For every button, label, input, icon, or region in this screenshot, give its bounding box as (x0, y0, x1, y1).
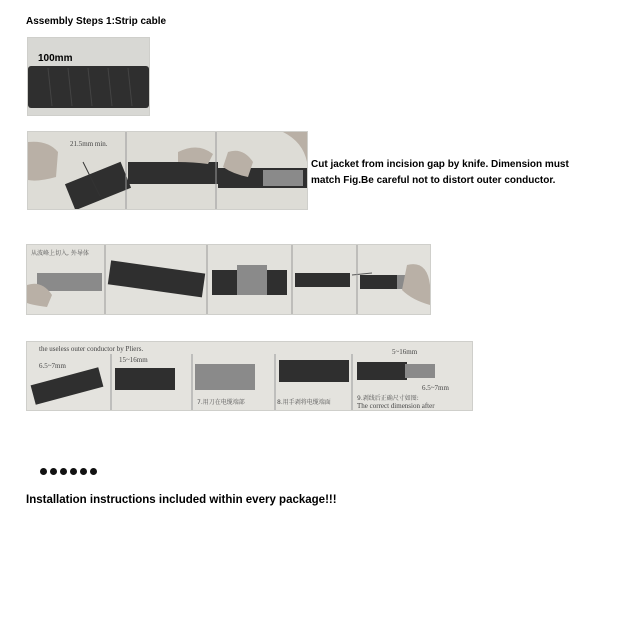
step4-dim-c: 5~16mm (392, 348, 418, 356)
bullet-dot (40, 468, 47, 475)
step2-dimension-text: 21.5mm min. (70, 140, 108, 148)
step2-caption-line1: Cut jacket from incision gap by knife. Dimension must (311, 159, 569, 170)
step4-bottom-text-1: 7.用刀在电缆端部 (197, 399, 245, 406)
step3-photo-strip (26, 244, 431, 315)
step4-bottom-text-3: 9.剥线后正确尺寸如图: (357, 395, 419, 402)
step4-dim-b: 15~16mm (119, 356, 148, 364)
step1-cable-illustration (28, 38, 149, 115)
step4-dim-d: 6.5~7mm (422, 384, 449, 392)
step4-photo-strip (26, 341, 473, 411)
step4-bottom-text-4: The correct dimension after (357, 402, 435, 410)
step2-photo-strip (27, 131, 308, 210)
step3-chinese-label: 从波峰上切入, 外导体 (31, 250, 89, 257)
step4-dim-a: 6.5~7mm (39, 362, 66, 370)
step1-dimension-label: 100mm (38, 53, 73, 64)
step2-caption (311, 157, 631, 189)
step4-top-text: the useless outer conductor by Pliers. (39, 345, 144, 353)
footer-note: Installation instructions included within every package!!! (26, 494, 337, 506)
bullet-dot (60, 468, 67, 475)
step3-cable-illustration (27, 245, 430, 314)
step2-caption-line2: match Fig.Be careful not to distort outer conductor. (311, 175, 556, 186)
bullet-dots (40, 468, 97, 475)
step1-photo (27, 37, 150, 116)
bullet-dot (50, 468, 57, 475)
bullet-dot (80, 468, 87, 475)
step4-cable-illustration (27, 342, 472, 410)
step2-cable-illustration (28, 132, 307, 209)
step4-bottom-text-2: 8.用手剥将电缆端面 (277, 399, 331, 406)
page-title: Assembly Steps 1:Strip cable (26, 16, 167, 27)
bullet-dot (90, 468, 97, 475)
bullet-dot (70, 468, 77, 475)
